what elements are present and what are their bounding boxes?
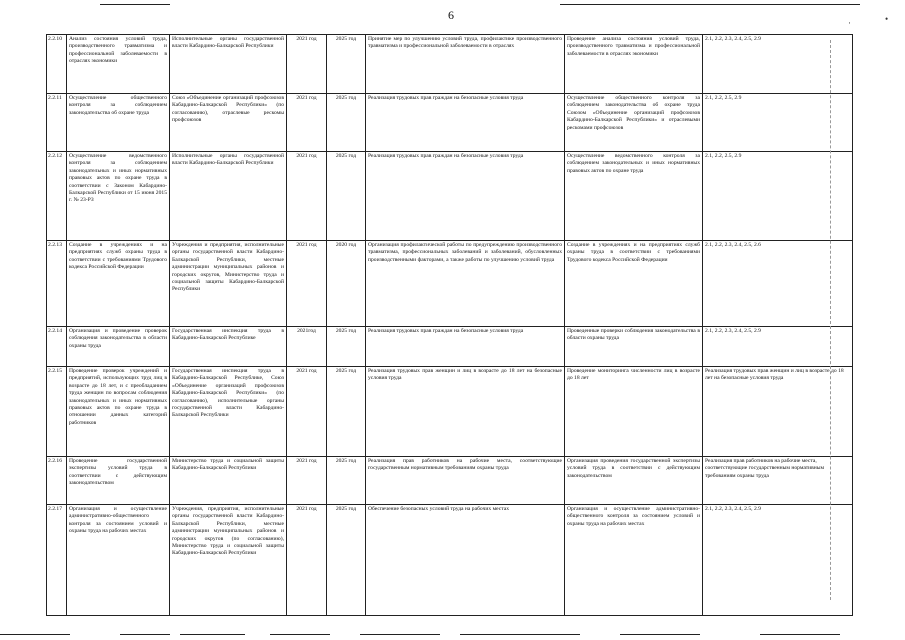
indicator-cell: Создание в учреждениях и на предприятиях служб охраны труда в соответствии с требованиями Трудового кодекса Российской Федерации <box>565 241 703 327</box>
executor-cell: Государственная инспекция труда в Кабардино-Балкарской Республике <box>170 327 287 367</box>
indicator-cell: Организация проведения государственной экспертизы условий труда в соответствии с действующим законодательством <box>565 457 703 505</box>
indicator-cell: Осуществление общественного контроля за соблюдением законодательства об охране труда Союзом «Объединение организаций профсоюзов Кабардино-Балкарской Республики» и отраслевыми рескомами профсоюзов <box>565 94 703 152</box>
executor-cell: Союз «Объединение организаций профсоюзов Кабардино-Балкарской Республики» (по согласованию), отраслевые рескомы профсоюзов <box>170 94 287 152</box>
action-cell: Проведение государственной экспертизы условий труда в соответствии с действующим законодательством <box>67 457 170 505</box>
action-cell: Проведение проверок учреждений и предприятий, использующих труд лиц в возрасте до 18 лет, и с преобладанием труда женщин по вопросам соблюдения законодательных и иных нормативных правовых актов по охране труда в отношении данных категорий работников <box>67 367 170 457</box>
indicator-cell: Организация и осуществление административно-общественного контроля за состоянием условий и охраны труда на рабочих местах <box>565 505 703 616</box>
target-link-cell: 2.1, 2.2, 2.5, 2.9 <box>703 94 853 152</box>
action-cell: Осуществление общественного контроля за соблюдением законодательства об охране труда <box>67 94 170 152</box>
table-row <box>47 94 853 152</box>
bottom-rule <box>620 634 700 635</box>
result-cell: Реализация прав работников на рабочие места, соответствующие государственным нормативным требованиям охраны труда <box>366 457 565 505</box>
bottom-rule <box>360 634 440 635</box>
row-number: 2.2.17 <box>47 505 67 616</box>
bottom-rule <box>0 634 70 635</box>
bottom-rule <box>460 634 580 635</box>
table-row <box>47 367 853 457</box>
result-cell: Реализация трудовых прав женщин и лиц в возрасте до 18 лет на безопасные условия труда <box>366 367 565 457</box>
row-number: 2.2.16 <box>47 457 67 505</box>
start-year-cell: 2021 год <box>287 94 327 152</box>
start-year-cell: 2021 год <box>287 367 327 457</box>
indicator-cell: Проведение мониторинга численности лиц в возрасте до 18 лет <box>565 367 703 457</box>
row-number: 2.2.14 <box>47 327 67 367</box>
margin-dash <box>830 40 831 600</box>
row-number: 2.2.15 <box>47 367 67 457</box>
target-link-cell: 2.1, 2.2, 2.3, 2.4, 2.5, 2.6 <box>703 241 853 327</box>
target-link-cell: Реализация прав работников на рабочие места, соответствующие государственным нормативным требованиям охраны труда <box>703 457 853 505</box>
target-link-cell: 2.1, 2.2, 2.5, 2.9 <box>703 152 853 241</box>
result-cell: Реализация трудовых прав граждан на безопасные условия труда <box>366 152 565 241</box>
row-number: 2.2.11 <box>47 94 67 152</box>
corner-mark: • <box>885 14 889 24</box>
target-link-cell: Реализация трудовых прав женщин и лиц в возрасте до 18 лет на безопасные условия труда <box>703 367 853 457</box>
result-cell: Принятие мер по улучшению условий труда, профилактике производственного травматизма и профессиональной заболеваемости в отраслях <box>366 35 565 94</box>
executor-cell: Учреждения и предприятия, исполнительные органы государственной власти Кабардино-Балкарской Республики, местные администрации муниципальных районов и городских округов, Министерство труда и социальной защиты Кабардино-Балкарской Республики <box>170 241 287 327</box>
table-row <box>47 241 853 327</box>
action-cell: Организация и осуществление административно-общественного контроля за состоянием условий и охраны труда на рабочих местах <box>67 505 170 616</box>
end-year-cell: 2020 год <box>327 241 366 327</box>
result-cell: Обеспечение безопасных условий труда на рабочих местах <box>366 505 565 616</box>
end-year-cell: 2025 год <box>327 94 366 152</box>
executor-cell: Исполнительные органы государственной власти Кабардино-Балкарской Республики <box>170 35 287 94</box>
top-rule-right <box>560 4 860 5</box>
row-number: 2.2.10 <box>47 35 67 94</box>
action-cell: Осуществление ведомственного контроля за соблюдением законодательных и иных нормативных правовых актов по охране труда в соответствии с Законом Кабардино-Балкарской Республики от 15 июня 2015 г. № 23-РЗ <box>67 152 170 241</box>
indicator-cell: Проведение анализа состояния условий труда, производственного травматизма и профессиональной заболеваемости в отраслях экономики <box>565 35 703 94</box>
executor-cell: Государственная инспекция труда в Кабардино-Балкарской Республике, Союз «Объединение организаций профсоюзов Кабардино-Балкарской Республики» (по согласованию), исполнительные органы государственной власти Кабардино-Балкарской Республики <box>170 367 287 457</box>
row-number: 2.2.13 <box>47 241 67 327</box>
result-cell: Реализация трудовых прав граждан на безопасные условия труда <box>366 94 565 152</box>
end-year-cell: 2025 год <box>327 35 366 94</box>
start-year-cell: 2021 год <box>287 152 327 241</box>
bottom-rule <box>270 634 330 635</box>
table-row <box>47 327 853 367</box>
end-year-cell: 2025 год <box>327 505 366 616</box>
target-link-cell: 2.1, 2.2, 2.3, 2.4, 2.5, 2.9 <box>703 327 853 367</box>
bottom-rule <box>120 634 170 635</box>
table-row <box>47 152 853 241</box>
end-year-cell: 2025 год <box>327 457 366 505</box>
action-cell: Анализ состояния условий труда, производственного травматизма и профессиональной заболеваемости в отраслях экономики <box>67 35 170 94</box>
target-link-cell: 2.1, 2.2, 2.3, 2.4, 2.5, 2.9 <box>703 35 853 94</box>
action-cell: Создание в учреждениях и на предприятиях служб охраны труда в соответствии с требованиями Трудового кодекса Российской Федерации <box>67 241 170 327</box>
indicator-cell: Проведенные проверки соблюдения законодательства в области охраны труда <box>565 327 703 367</box>
page-number: 6 <box>448 8 454 22</box>
executor-cell: Исполнительные органы государственной власти Кабардино-Балкарской Республики <box>170 152 287 241</box>
target-link-cell: 2.1, 2.2, 2.3, 2.4, 2.5, 2.9 <box>703 505 853 616</box>
end-year-cell: 2025 год <box>327 367 366 457</box>
bottom-rule <box>180 634 245 635</box>
start-year-cell: 2021 год <box>287 457 327 505</box>
result-cell: Организация профилактической работы по предупреждению производственного травматизма, профессиональных заболеваний и заболеваний, обусловленных производственными факторами, а также работы по улучшению условий труда <box>366 241 565 327</box>
corner-mark: · <box>848 18 851 28</box>
start-year-cell: 2021 год <box>287 35 327 94</box>
result-cell: Реализация трудовых прав граждан на безопасные условия труда <box>366 327 565 367</box>
table-row <box>47 505 853 616</box>
start-year-cell: 2021год <box>287 327 327 367</box>
top-rule-left <box>100 4 170 5</box>
table-row <box>47 35 853 94</box>
action-cell: Организация и проведение проверок соблюдения законодательства в области охраны труда <box>67 327 170 367</box>
row-number: 2.2.12 <box>47 152 67 241</box>
start-year-cell: 2021 год <box>287 241 327 327</box>
bottom-rule <box>760 634 840 635</box>
end-year-cell: 2025 год <box>327 327 366 367</box>
executor-cell: Учреждения, предприятия, исполнительные органы государственной власти Кабардино-Балкарской Республики, местные администрации муниципальных районов и городских округов (по согласованию), Министерство труда и социальной защиты Кабардино-Балкарской Республики <box>170 505 287 616</box>
indicator-cell: Осуществление ведомственного контроля за соблюдением законодательных и иных нормативных правовых актов по охране труда <box>565 152 703 241</box>
measures-table <box>46 34 853 616</box>
start-year-cell: 2021 год <box>287 505 327 616</box>
end-year-cell: 2025 год <box>327 152 366 241</box>
table-row <box>47 457 853 505</box>
executor-cell: Министерство труда и социальной защиты Кабардино-Балкарской Республики <box>170 457 287 505</box>
